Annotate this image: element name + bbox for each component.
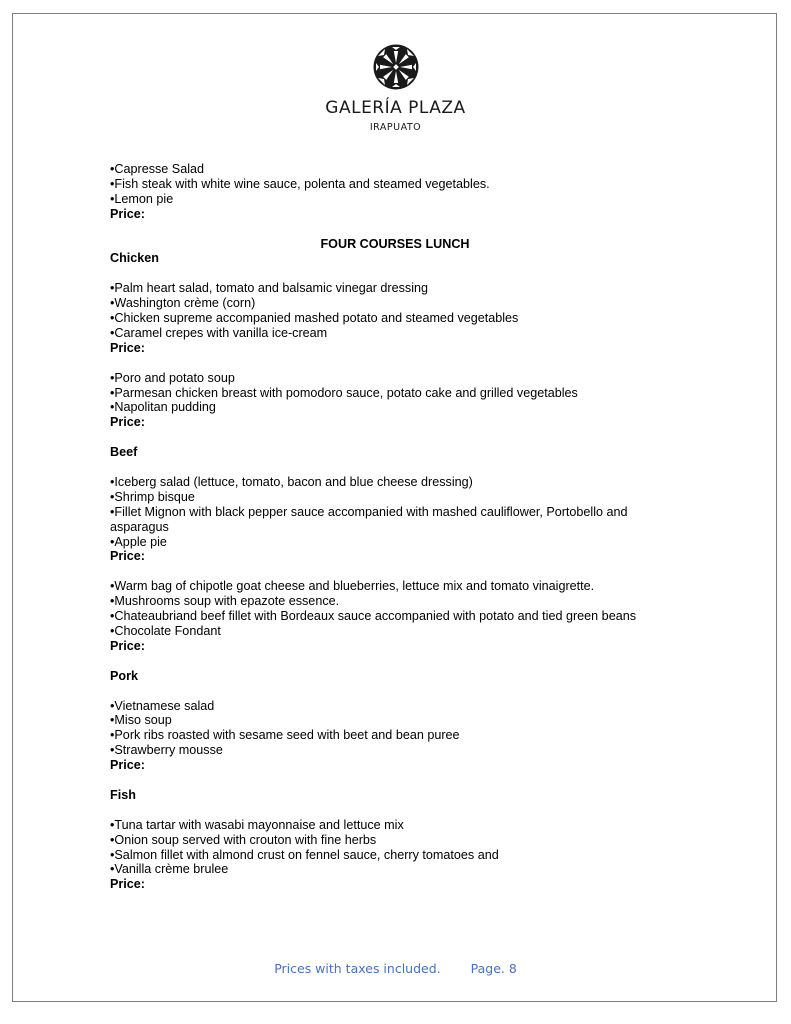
page-footer xyxy=(0,961,791,976)
section-title: FOUR COURSES LUNCH xyxy=(320,236,470,251)
menu-item: •Strawberry mousse xyxy=(110,743,223,758)
category-heading-beef: Beef xyxy=(110,445,138,460)
menu-item: •Mushrooms soup with epazote essence. xyxy=(110,594,340,609)
category-heading-fish: Fish xyxy=(110,787,136,802)
menu-item: •Fish steak with white wine sauce, polenta and steamed vegetables. xyxy=(110,176,490,191)
menu-item: •Napolitan pudding xyxy=(110,400,216,415)
menu-item: •Pork ribs roasted with sesame seed with beet and bean puree xyxy=(110,728,460,743)
menu-item: •Onion soup served with crouton with fine herbs xyxy=(110,832,377,847)
menu-block xyxy=(110,699,680,774)
category-heading-pork: Pork xyxy=(110,668,138,683)
price-label: Price: xyxy=(110,758,146,773)
menu-block xyxy=(110,579,680,654)
menu-item: asparagus xyxy=(110,519,169,534)
geometric-star-logo-icon xyxy=(371,42,421,92)
category-heading-chicken: Chicken xyxy=(110,251,159,266)
menu-item: •Chocolate Fondant xyxy=(110,624,221,638)
menu-item: •Chateaubriand beef fillet with Bordeaux sauce accompanied with potato and tied green beans xyxy=(110,609,636,624)
menu-item: •Fillet Mignon with black pepper sauce accompanied with mashed cauliflower, Portobello and xyxy=(110,504,628,519)
brand-location: IRAPUATO xyxy=(369,122,422,133)
footer-page-number: Page. 8 xyxy=(470,961,517,976)
price-label: Price: xyxy=(110,340,146,355)
price-label: Price: xyxy=(110,638,146,653)
menu-item: •Chicken supreme accompanied mashed potato and steamed vegetables xyxy=(110,311,519,326)
menu-item: •Parmesan chicken breast with pomodoro sauce, potato cake and grilled vegetables xyxy=(110,385,578,400)
brand-name: GALERÍA PLAZA xyxy=(325,98,466,118)
menu-item: •Vietnamese salad xyxy=(110,698,215,713)
price-label: Price: xyxy=(110,206,146,221)
footer-tax-note: Prices with taxes included. xyxy=(274,961,441,976)
price-label: Price: xyxy=(110,549,146,564)
menu-item: •Warm bag of chipotle goat cheese and blueberries, lettuce mix and tomato vinaigrette. xyxy=(110,579,595,594)
menu-block xyxy=(110,371,680,431)
price-label: Price: xyxy=(110,415,146,430)
brand-logo xyxy=(0,42,791,133)
menu-content xyxy=(110,162,680,892)
menu-block xyxy=(110,475,680,564)
menu-item: •Iceberg salad (lettuce, tomato, bacon and blue cheese dressing) xyxy=(110,474,473,489)
menu-item: •Lemon pie xyxy=(110,191,174,206)
menu-block xyxy=(110,281,680,356)
menu-block xyxy=(110,818,680,893)
price-label: Price: xyxy=(110,877,146,892)
menu-item: •Washington crème (corn) xyxy=(110,296,256,311)
menu-item: •Tuna tartar with wasabi mayonnaise and lettuce mix xyxy=(110,817,404,832)
menu-item: •Capresse Salad xyxy=(110,162,205,176)
intro-menu xyxy=(110,162,680,222)
menu-item: •Salmon fillet with almond crust on fennel sauce, cherry tomatoes and xyxy=(110,847,499,862)
menu-item: •Poro and potato soup xyxy=(110,370,235,385)
menu-item: •Miso soup xyxy=(110,713,172,728)
menu-item: •Vanilla crème brulee xyxy=(110,862,229,877)
menu-item: •Caramel crepes with vanilla ice-cream xyxy=(110,325,328,340)
menu-item: •Shrimp bisque xyxy=(110,489,195,504)
menu-item: •Apple pie xyxy=(110,534,167,549)
menu-item: •Palm heart salad, tomato and balsamic vinegar dressing xyxy=(110,281,429,296)
